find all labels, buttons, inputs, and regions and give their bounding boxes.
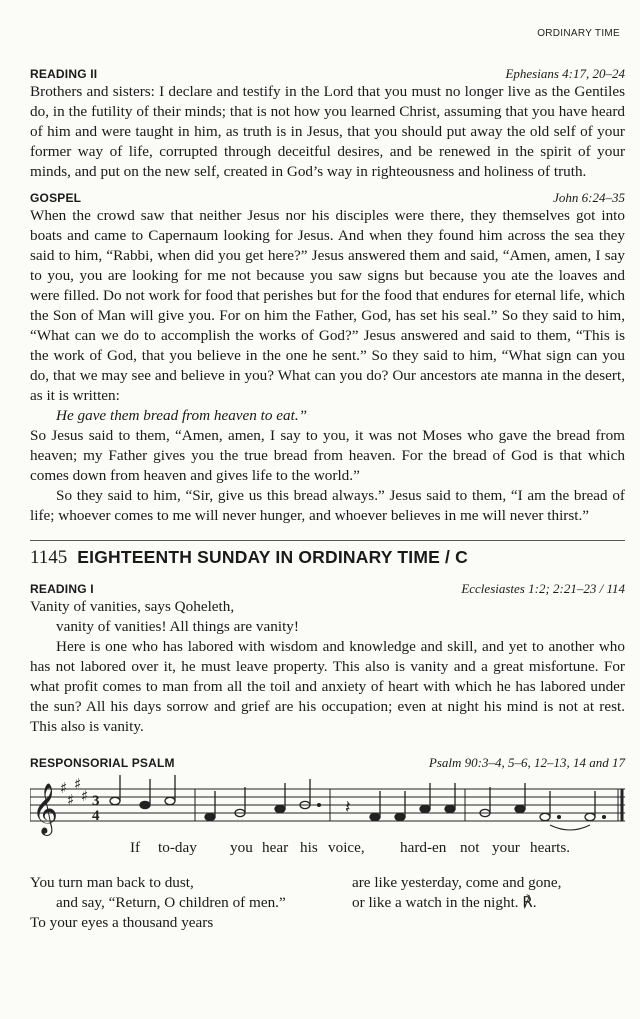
quarter-rest-icon: 𝄽 [345, 797, 351, 818]
gospel-paragraph-1: When the crowd saw that neither Jesus nor his disciples were there, they themselves got into boats and came to Capernaum looking for Jesus. And when they found him across the sea they said to him, “Rabbi, when did you get here?” Jesus answered them and said, “Amen, amen, I say to you, you are looking for me not because you saw signs but because you ate the loaves and were filled. Do not work for food that perishes but for the food that endures for eternal life, which the Son of Man will give you. For on him the Father, God, has set his seal.” So they said to him, “What can we do to accomplish the works of God?” Jesus answered and said to them, “This is the work of God, that you believe in the one he sent.” So they said to him, “What sign can you do, that we may see and believe in you? What can you do? Our ancestors ate manna in the desert, as it is written: [30, 207, 625, 404]
reading1-line-1: Vanity of vanities, says Qoheleth, [30, 598, 235, 615]
lyric-syllable: your [492, 839, 520, 856]
lyric-syllable: hear [262, 839, 289, 856]
section-title: EIGHTEENTH SUNDAY IN ORDINARY TIME / C [77, 547, 468, 567]
svg-text:♯: ♯ [81, 787, 89, 805]
psalm-label: RESPONSORIAL PSALM [30, 756, 175, 770]
gospel-label: GOSPEL [30, 191, 82, 205]
gospel-paragraph-3: So they said to him, “Sir, give us this bread always.” Jesus said to them, “I am the bread of life; whoever comes to me will never hunger, and whoever believes in me will never thirst.” [30, 487, 625, 524]
svg-text:♯: ♯ [74, 775, 82, 793]
reading1-header [30, 581, 625, 597]
lyric-syllable: his [300, 839, 318, 856]
psalm-lyrics [30, 839, 625, 859]
lyric-syllable: If [130, 839, 141, 856]
svg-text:♯: ♯ [60, 779, 68, 797]
time-signature-top: 3 [92, 793, 100, 809]
reading2-label: READING II [30, 67, 98, 81]
gospel-header [30, 190, 625, 206]
verse-line: To your eyes a thousand years [30, 914, 214, 931]
psalm-citation: Psalm 90:3–4, 5–6, 12–13, 14 and 17 [428, 755, 625, 770]
lyric-syllable: voice, [328, 839, 365, 856]
psalm-verses [30, 873, 625, 933]
reading2-citation: Ephesians 4:17, 20–24 [505, 66, 625, 81]
reading1-text [30, 597, 625, 737]
running-head: ORDINARY TIME [537, 28, 620, 39]
gospel-citation: John 6:24–35 [553, 190, 625, 205]
time-signature-bottom: 4 [92, 808, 100, 824]
gospel-quote: He gave them bread from heaven to eat.” [56, 407, 308, 424]
psalm-verse-left [30, 873, 352, 933]
lyric-syllable: to-day [158, 839, 197, 856]
section-number: 1145 [30, 547, 68, 568]
svg-text:♯: ♯ [67, 791, 75, 809]
music-staff [30, 775, 625, 841]
gospel-paragraph-2: So Jesus said to them, “Amen, amen, I say to you, it was not Moses who gave the bread from heaven; my Father gives you the true bread from heaven. For the bread of God is that which comes down from heaven and gives life to the world.” [30, 427, 625, 484]
verse-line: or like a watch in the night. ℟. [352, 894, 537, 911]
lyric-syllable: hard-en [400, 839, 447, 856]
key-signature [60, 775, 88, 809]
verse-line: and say, “Return, O children of men.” [56, 894, 286, 911]
page-content [30, 66, 625, 933]
psalm-header [30, 755, 625, 771]
lyric-syllable: hearts. [530, 839, 571, 856]
treble-clef-icon: 𝄞 [32, 783, 59, 834]
reading1-label: READING I [30, 582, 94, 596]
staff-svg [30, 775, 625, 841]
section-title-bar [30, 540, 625, 569]
notes [110, 775, 605, 830]
reading1-line-2: vanity of vanities! All things are vanity! [56, 618, 299, 635]
lyric-syllable: you [230, 839, 253, 856]
lyric-syllable: not [460, 839, 480, 856]
gospel-text [30, 206, 625, 526]
reading2-text [30, 82, 625, 182]
verse-line: You turn man back to dust, [30, 874, 194, 891]
reading1-citation: Ecclesiastes 1:2; 2:21–23 / 114 [461, 581, 625, 596]
reading2-header [30, 66, 625, 82]
verse-line: are like yesterday, come and gone, [352, 874, 562, 891]
reading1-paragraph: Here is one who has labored with wisdom and knowledge and skill, and yet to another who has not labored over it, he must leave property. This also is vanity and a great misfortune. For what profit comes to man from all the toil and anxiety of heart with which he has labored under the sun? All his days sorrow and grief are his occupation; even at night his mind is not at rest. This also is vanity. [30, 638, 625, 735]
reading2-paragraph: Brothers and sisters: I declare and testify in the Lord that you must no longer live as the Gentiles do, in the futility of their minds; that is not how you learned Christ, assuming that you have heard of him and were taught in him, as truth is in Jesus, that you should put away the old self of your former way of life, corrupted through deceitful desires, and be renewed in the spirit of your minds, and put on the new self, created in God’s way in righteousness and holiness of truth. [30, 83, 625, 180]
psalm-verse-right [352, 873, 622, 933]
